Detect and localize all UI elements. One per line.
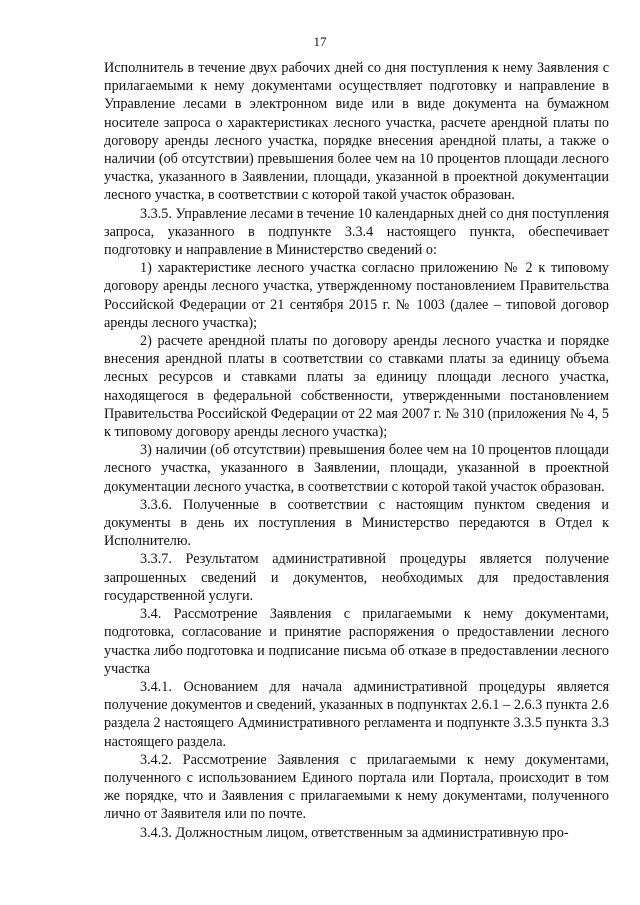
section-heading-3-4: 3.4. Рассмотрение Заявления с прилагаемыми к нему документами, подготовка, согласование и принятие распоряжения о предоставлении лесного участка либо подготовка и подписание письма об отказе в предоставлении лесного участка [104,606,609,677]
paragraph-3-3-5: 3.3.5. Управление лесами в течение 10 календарных дней со дня поступления запроса, указанного в подпункте 3.3.4 настоящего пункта, обеспечивает подготовку и направление в Министерство сведений о: [104,205,610,259]
list-item-1: 1) характеристике лесного участка согласно приложению № 2 к типовому договору аренды лесного участка, утвержденному постановлением Правительства Российской Федерации от 21 сентября 2015 г. № 1003 (далее – типовой договор аренды лесного участка); [104,260,609,331]
list-item-2: 2) расчете арендной платы по договору аренды лесного участка и порядке внесения арендной платы в соответствии со ставками платы за единицу объема лесных ресурсов и ставками платы за единицу площади лесного участка, находящегося в федеральной собственности, утвержденными постановлением Правительства Российской Федерации от 22 мая 2007 г. № 310 (приложения № 4, 5 к типовому договору аренды лесного участка); [104,333,609,441]
document-body [104,59,609,842]
paragraph-continuation: Исполнитель в течение двух рабочих дней со дня поступления к нему Заявления с прилагаемыми к нему документами осуществляет подготовку и направление в Управление лесами в электронном виде или в виде документа на бумажном носителе запроса о характеристиках лесного участка, расчете арендной платы по договору аренды лесного участка, порядке внесения арендной платы, а также о наличии (об отсутствии) превышения более чем на 10 процентов площади лесного участка, указанного в Заявлении, площади, указанной в проектной документации лесного участка, в соответствии с которой такой участок образован. [104,60,609,204]
paragraph-3-4-2: 3.4.2. Рассмотрение Заявления с прилагаемыми к нему документами, полученного с использованием Единого портала или Портала, происходит в том же порядке, что и Заявления с прилагаемыми к нему документами, полученного лично от Заявителя или по почте. [104,751,609,823]
paragraph-3-3-6: 3.3.6. Полученные в соответствии с настоящим пунктом сведения и документы в день их поступления в Министерство передаются в Отдел к Исполнителю. [104,496,609,550]
list-item-3: 3) наличии (об отсутствии) превышения более чем на 10 процентов площади лесного участка, указанного в Заявлении, площади, указанной в проектной документации лесного участка, в соответствии с которой такой участок образован. [104,442,609,495]
paragraph-3-4-1: 3.4.1. Основанием для начала административной процедуры является получение документов и сведений, указанных в подпунктах 2.6.1 – 2.6.3 пункта 2.6 раздела 2 настоящего Административного регламента и подпункте 3.3.5 пункта 3.3 настоящего раздела. [104,678,609,750]
page-number: 17 [313,34,327,49]
paragraph-3-3-7: 3.3.7. Результатом административной процедуры является получение запрошенных сведений и документов, необходимых для предоставления государственной услуги. [104,551,609,604]
paragraph-3-4-3: 3.4.3. Должностным лицом, ответственным за административную про- [140,824,569,841]
